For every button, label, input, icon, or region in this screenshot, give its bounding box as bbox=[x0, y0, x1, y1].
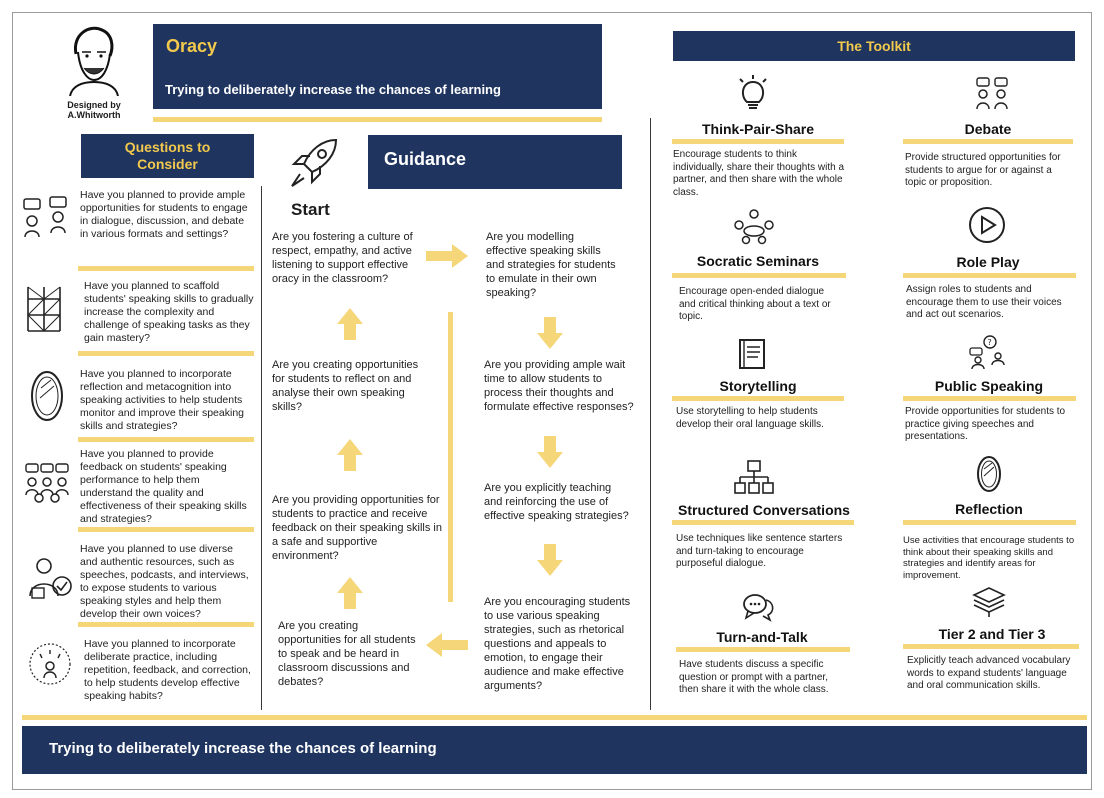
portrait-icon bbox=[62, 24, 124, 96]
page-title: Oracy bbox=[166, 36, 218, 56]
question-text-6: Have you planned to incorporate deliberate practice, including repetition, feedback, and correction, to help students develop effective speaking habits? bbox=[84, 638, 251, 702]
toolkit-line-1 bbox=[672, 139, 844, 144]
lightbulb-icon bbox=[736, 74, 770, 112]
toolkit-desc-8: Use activities that encourage students to think about their speaking skills and strategies and identify areas for improvement. bbox=[903, 535, 1075, 581]
toolkit-desc-1: Encourage students to think individually, share their thoughts with a partner, and then share with the whole class. bbox=[673, 149, 845, 198]
speaker-icon bbox=[968, 334, 1006, 370]
layers-icon bbox=[972, 586, 1006, 618]
question-icon-3 bbox=[30, 370, 64, 422]
toolkit-desc-2: Provide structured opportunities for students to argue for or against a topic or proposition. bbox=[905, 152, 1061, 188]
discussion-icon bbox=[22, 195, 70, 243]
toolkit-title-10: Tier 2 and Tier 3 bbox=[938, 626, 1046, 642]
toolkit-heading-box bbox=[673, 31, 1075, 61]
guidance-left-2: Are you creating opportunities for students to reflect on and analyse their own speaking skills? bbox=[272, 359, 419, 413]
toolkit-line-2 bbox=[903, 139, 1073, 144]
questions-heading bbox=[81, 134, 254, 178]
guidance-right-3: Are you explicitly teaching and reinforcing the use of effective speaking strategies? bbox=[484, 482, 629, 522]
question-divider-1 bbox=[78, 266, 254, 271]
chat-bubbles-icon bbox=[742, 592, 776, 622]
toolkit-desc-7: Use techniques like sentence starters and turn-taking to encourage purposeful dialogue. bbox=[676, 533, 843, 569]
toolkit-line-7 bbox=[672, 520, 854, 525]
question-icon-4 bbox=[24, 462, 70, 508]
mirror-icon bbox=[30, 370, 64, 422]
designer-portrait bbox=[62, 24, 124, 96]
question-icon-5 bbox=[26, 556, 74, 602]
toolkit-line-6 bbox=[903, 396, 1076, 401]
toolkit-title-8: Reflection bbox=[955, 501, 1023, 517]
toolkit-title-4: Role Play bbox=[956, 254, 1020, 270]
footer-text: Trying to deliberately increase the chances of learning bbox=[49, 740, 437, 757]
toolkit-heading: The Toolkit bbox=[837, 38, 911, 54]
arrow-down-1 bbox=[535, 315, 565, 351]
guidance-heading-box bbox=[368, 135, 622, 189]
toolkit-desc-5: Use storytelling to help students develop their oral language skills. bbox=[676, 406, 824, 430]
question-divider-2 bbox=[78, 351, 254, 356]
questions-separator bbox=[261, 186, 262, 710]
toolkit-icon-7 bbox=[733, 459, 775, 497]
toolkit-title-5: Storytelling bbox=[719, 378, 797, 394]
arrow-up-2 bbox=[335, 437, 365, 473]
toolkit-line-9 bbox=[676, 647, 850, 652]
toolkit-line-3 bbox=[672, 273, 846, 278]
arrow-up-1 bbox=[335, 575, 365, 611]
toolkit-icon-3 bbox=[732, 207, 776, 247]
arrow-up-3 bbox=[335, 306, 365, 342]
arrow-down-3 bbox=[535, 542, 565, 578]
footer-top-line bbox=[22, 715, 1087, 720]
toolkit-title-3: Socratic Seminars bbox=[696, 253, 820, 269]
group-feedback-icon bbox=[24, 462, 70, 508]
toolkit-icon-6 bbox=[968, 334, 1006, 370]
header-banner bbox=[153, 24, 602, 109]
scaffold-icon bbox=[24, 285, 68, 333]
toolkit-title-9: Turn-and-Talk bbox=[716, 629, 808, 645]
seminar-icon bbox=[732, 207, 776, 247]
toolkit-icon-10 bbox=[972, 586, 1006, 618]
question-icon-6 bbox=[28, 642, 72, 686]
toolkit-title-6: Public Speaking bbox=[934, 378, 1044, 394]
guidance-right-4: Are you encouraging students to use various speaking strategies, such as rhetorical questions and appeals to emotion, to engage their audience and make effective arguments? bbox=[484, 596, 631, 692]
question-text-3: Have you planned to incorporate reflection and metacognition into speaking activities to help students monitor and improve their speaking skills and strategies? bbox=[80, 368, 245, 432]
question-icon-1 bbox=[22, 195, 70, 243]
play-icon bbox=[967, 205, 1007, 245]
toolkit-desc-9: Have students discuss a specific question or prompt with a partner, then share it with the whole class. bbox=[679, 659, 829, 695]
guidance-left-4: Are you creating opportunities for all students to speak and be heard in classroom discussions and debates? bbox=[278, 620, 416, 688]
questions-heading-line1: Questions to bbox=[124, 139, 211, 155]
question-text-1: Have you planned to provide ample opportunities for students to engage in dialogue, discussion, and debate in various formats and settings? bbox=[80, 189, 248, 240]
arrow-left bbox=[424, 631, 470, 659]
toolkit-title-1: Think-Pair-Share bbox=[701, 121, 815, 137]
designer-line2: A.Whitworth bbox=[67, 110, 121, 120]
footer-banner bbox=[22, 726, 1087, 774]
rocket-graphic bbox=[288, 134, 344, 190]
toolkit-icon-9 bbox=[742, 592, 776, 622]
start-label: Start bbox=[291, 200, 330, 219]
toolkit-desc-4: Assign roles to students and encourage them to use their voices and act out scenarios. bbox=[906, 284, 1062, 320]
question-divider-3 bbox=[78, 437, 254, 442]
guidance-left-3: Are you providing opportunities for students to practice and receive feedback on their speaking skills in a safe and supportive environment? bbox=[272, 494, 442, 562]
toolkit-line-8 bbox=[903, 520, 1076, 525]
question-icon-2 bbox=[24, 285, 68, 333]
toolkit-title-7: Structured Conversations bbox=[678, 502, 850, 518]
question-text-5: Have you planned to use diverse and authentic resources, such as speeches, podcasts, and interviews, to expose students to various speaking styles and help them develop their own voices? bbox=[80, 543, 249, 620]
book-icon bbox=[738, 338, 768, 372]
toolkit-line-5 bbox=[672, 396, 844, 401]
guidance-right-1: Are you modelling effective speaking skills and strategies for students to emulate in their own speaking? bbox=[486, 231, 616, 299]
questions-heading-line2: Consider bbox=[137, 156, 198, 172]
arrow-down-2 bbox=[535, 434, 565, 470]
designer-credit bbox=[58, 100, 130, 120]
question-text-2: Have you planned to scaffold students' speaking skills to gradually increase the complexity and challenge of speaking tasks as they gain mastery? bbox=[84, 280, 254, 344]
toolkit-desc-3: Encourage open-ended dialogue and critical thinking about a text or topic. bbox=[679, 286, 831, 322]
header-underline bbox=[153, 117, 602, 122]
toolkit-icon-5 bbox=[738, 338, 768, 372]
question-divider-4 bbox=[78, 527, 254, 532]
hierarchy-icon bbox=[733, 459, 775, 497]
guidance-center-line bbox=[448, 312, 453, 602]
guidance-heading: Guidance bbox=[384, 149, 467, 169]
toolkit-desc-6: Provide opportunities for students to practice giving speeches and presentations. bbox=[905, 406, 1066, 442]
reflection-mirror-icon bbox=[976, 455, 1002, 493]
toolkit-desc-10: Explicitly teach advanced vocabulary words to expand students' language and oral communication skills. bbox=[907, 655, 1071, 691]
toolkit-icon-2 bbox=[975, 76, 1009, 112]
arrow-right bbox=[424, 242, 470, 270]
toolkit-line-4 bbox=[903, 273, 1076, 278]
toolkit-icon-8 bbox=[976, 455, 1002, 493]
toolkit-icon-1 bbox=[736, 74, 770, 112]
question-text-4: Have you planned to provide feedback on students' speaking performance to help them understand the quality and effectiveness of their speaking skills and strategies? bbox=[80, 448, 247, 525]
person-check-icon bbox=[26, 556, 74, 602]
question-divider-5 bbox=[78, 622, 254, 627]
svg-text:?: ? bbox=[987, 338, 992, 347]
rocket-icon bbox=[288, 134, 344, 190]
debate-icon bbox=[975, 76, 1009, 112]
designer-line1: Designed by bbox=[67, 100, 121, 110]
guidance-right-2: Are you providing ample wait time to allow students to process their thoughts and formulate effective responses? bbox=[484, 359, 634, 413]
page-subtitle: Trying to deliberately increase the chances of learning bbox=[165, 82, 501, 97]
practice-icon bbox=[28, 642, 72, 686]
toolkit-icon-4 bbox=[967, 205, 1007, 245]
guidance-left-1: Are you fostering a culture of respect, empathy, and active listening to support effective oracy in the classroom? bbox=[272, 231, 413, 285]
toolkit-separator bbox=[650, 118, 651, 710]
toolkit-title-2: Debate bbox=[964, 121, 1012, 137]
toolkit-line-10 bbox=[903, 644, 1079, 649]
